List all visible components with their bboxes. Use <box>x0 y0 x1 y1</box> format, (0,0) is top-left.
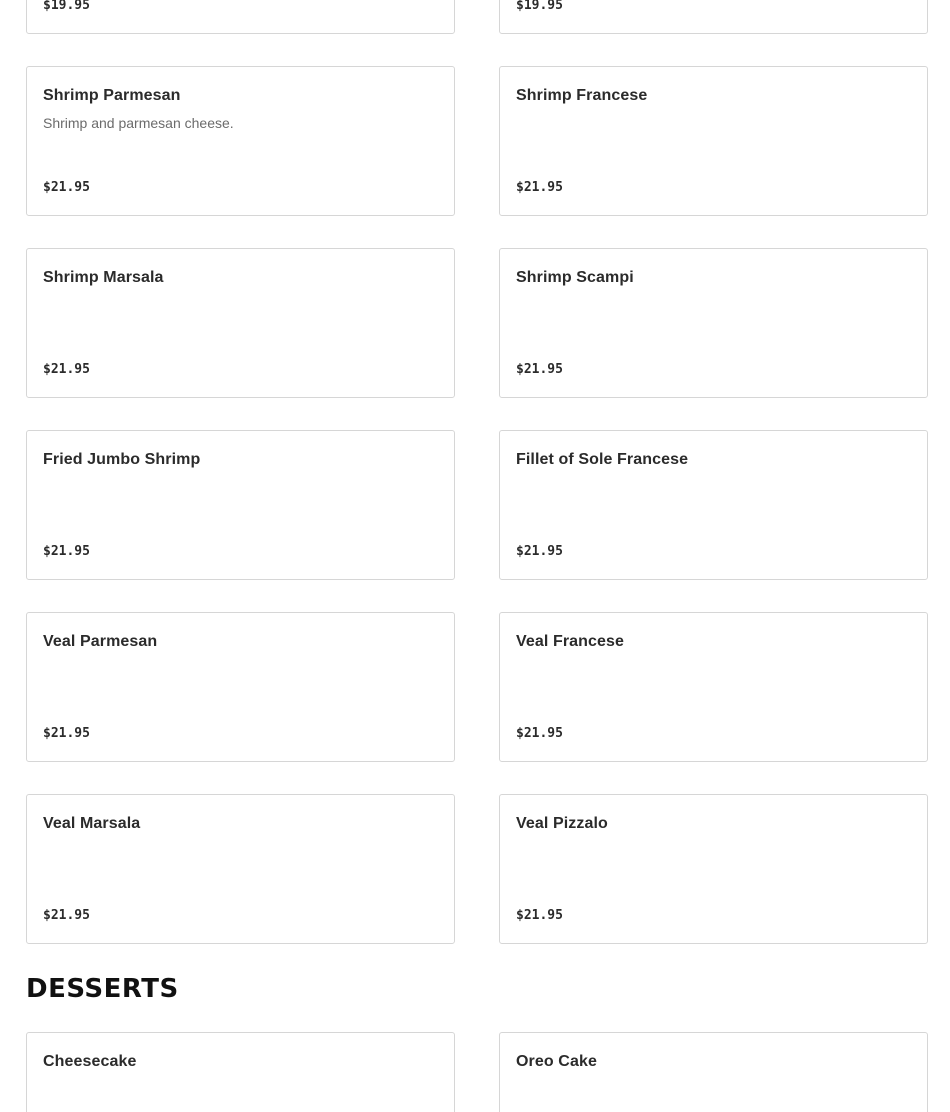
item-price: $21.95 <box>43 908 90 923</box>
item-price: $21.95 <box>516 726 563 741</box>
item-name: Veal Francese <box>516 633 625 650</box>
item-name: Veal Marsala <box>43 815 141 832</box>
item-name: Veal Pizzalo <box>516 815 608 832</box>
item-name: Cheesecake <box>43 1053 137 1070</box>
menu-item-card-veal-francese[interactable] <box>499 612 928 762</box>
menu-item-card[interactable] <box>26 0 455 34</box>
menu-item-card-shrimp-francese[interactable] <box>499 66 928 216</box>
item-price: $21.95 <box>516 544 563 559</box>
item-description: Shrimp and parmesan cheese. <box>43 115 234 131</box>
item-name: Shrimp Marsala <box>43 269 164 286</box>
section-heading-desserts: DESSERTS <box>26 974 179 1004</box>
menu-item-card-fillet-of-sole-francese[interactable] <box>499 430 928 580</box>
menu-item-card[interactable] <box>499 0 928 34</box>
menu-item-card-cheesecake[interactable] <box>26 1032 455 1112</box>
item-price: $19.95 <box>516 0 563 13</box>
item-name: Veal Parmesan <box>43 633 158 650</box>
item-price: $21.95 <box>43 544 90 559</box>
menu-item-card-shrimp-parmesan[interactable] <box>26 66 455 216</box>
item-price: $21.95 <box>43 180 90 195</box>
item-name: Shrimp Francese <box>516 87 648 104</box>
item-name: Shrimp Parmesan <box>43 87 181 104</box>
menu-item-card-fried-jumbo-shrimp[interactable] <box>26 430 455 580</box>
item-name: Shrimp Scampi <box>516 269 634 286</box>
menu-item-card-oreo-cake[interactable] <box>499 1032 928 1112</box>
item-price: $21.95 <box>43 362 90 377</box>
menu-item-card-veal-pizzalo[interactable] <box>499 794 928 944</box>
item-name: Oreo Cake <box>516 1053 597 1070</box>
item-price: $21.95 <box>43 726 90 741</box>
menu-item-card-veal-parmesan[interactable] <box>26 612 455 762</box>
item-price: $19.95 <box>43 0 90 13</box>
item-name: Fillet of Sole Francese <box>516 451 689 468</box>
item-price: $21.95 <box>516 180 563 195</box>
menu-item-card-veal-marsala[interactable] <box>26 794 455 944</box>
item-name: Fried Jumbo Shrimp <box>43 451 201 468</box>
menu-item-card-shrimp-scampi[interactable] <box>499 248 928 398</box>
item-price: $21.95 <box>516 908 563 923</box>
menu-item-card-shrimp-marsala[interactable] <box>26 248 455 398</box>
item-price: $21.95 <box>516 362 563 377</box>
